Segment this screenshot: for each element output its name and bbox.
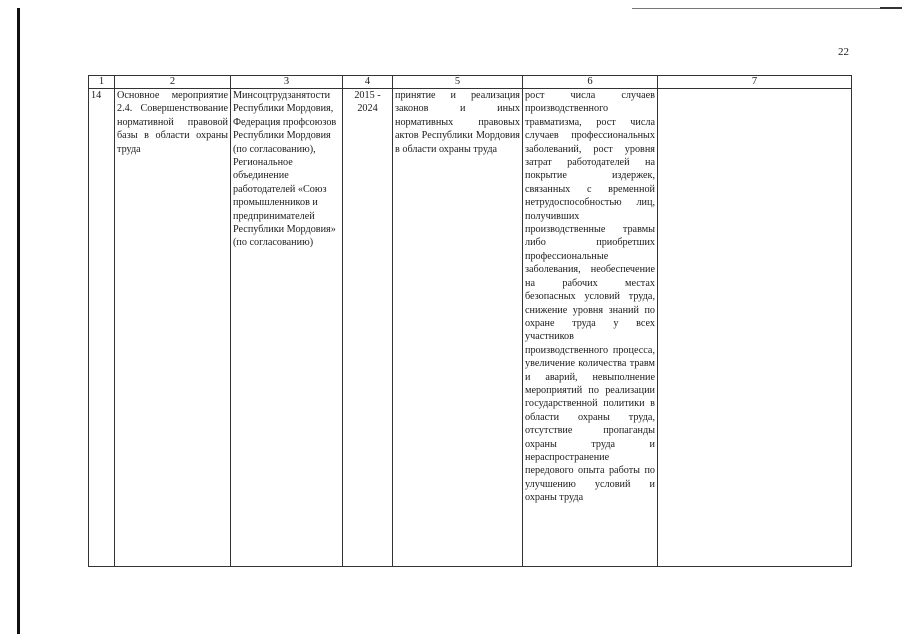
col-header-2: 2 [115, 76, 231, 89]
scan-left-edge [17, 8, 20, 634]
table-row [89, 89, 852, 567]
col-header-4: 4 [343, 76, 393, 89]
col-header-7: 7 [658, 76, 852, 89]
program-table [88, 75, 852, 567]
result-cell: принятие и реализация законов и иных нормативных правовых актов Республики Мордовия в области охраны труда [393, 89, 523, 567]
link-cell [658, 89, 852, 567]
period-cell: 2015 - 2024 [343, 89, 393, 567]
executors-cell: Минсоцтрудзанятости Республики Мордовия, Федерация профсоюзов Республики Мордовия (по согласованию), Региональное объединение работодателей «Союз промышленников и предпринимателей Республики Мордовия» (по согласованию) [231, 89, 343, 567]
column-number-row [89, 76, 852, 89]
col-header-1: 1 [89, 76, 115, 89]
scan-top-rule-mark [880, 7, 902, 9]
page-number: 22 [838, 46, 849, 58]
scan-top-rule [632, 8, 902, 9]
col-header-5: 5 [393, 76, 523, 89]
col-header-6: 6 [523, 76, 658, 89]
row-number: 14 [89, 89, 115, 567]
consequences-cell: рост числа случаев производственного травматизма, рост числа случаев профессиональных заболеваний, рост уровня затрат работодателей на покрытие издержек, связанных с временной нетрудоспособностью лиц, получивших производственные травмы либо приобретших профессиональные заболевания, необеспечение на рабочих местах безопасных условий труда, снижение уровня знаний по охране труда у всех участников производственного процесса, увеличение количества травм и аварий, невыполнение мероприятий по реализации государственной политики в области охраны труда, отсутствие пропаганды охраны труда и нераспространение передового опыта работы по улучшению условий и охраны труда [523, 89, 658, 567]
col-header-3: 3 [231, 76, 343, 89]
measure-cell: Основное мероприятие 2.4. Совершенствование нормативной правовой базы в области охраны труда [115, 89, 231, 567]
